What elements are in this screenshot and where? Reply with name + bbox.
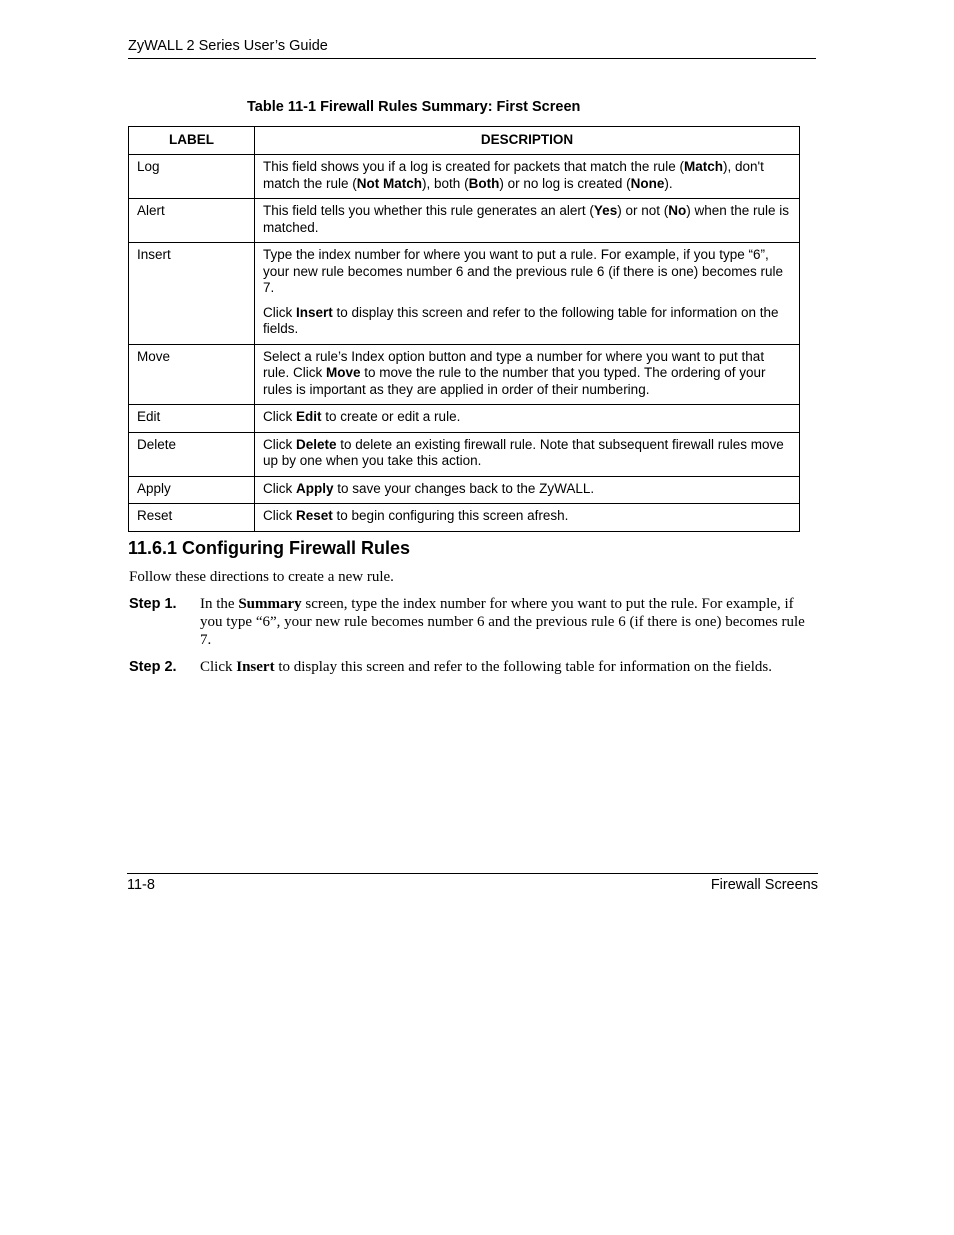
description-paragraph: Click Delete to delete an existing firewall rule. Note that subsequent firewall rules move up by one when you take this action. bbox=[263, 436, 784, 468]
row-label: Alert bbox=[129, 199, 255, 243]
row-label: Apply bbox=[129, 476, 255, 504]
row-description bbox=[255, 199, 800, 243]
description-paragraph: Click Insert to display this screen and refer to the following table for information on the fields. bbox=[263, 304, 779, 336]
bold-term: Insert bbox=[296, 304, 333, 320]
row-description bbox=[255, 405, 800, 433]
table-row bbox=[129, 243, 800, 345]
description-paragraph: Click Reset to begin configuring this screen afresh. bbox=[263, 508, 569, 523]
row-description bbox=[255, 432, 800, 476]
row-label: Delete bbox=[129, 432, 255, 476]
table-body bbox=[129, 155, 800, 532]
label-column-header: LABEL bbox=[129, 127, 255, 155]
bold-term: Insert bbox=[236, 659, 275, 675]
section-intro: Follow these directions to create a new rule. bbox=[129, 569, 394, 585]
bold-term: No bbox=[668, 203, 687, 218]
description-paragraph: Type the index number for where you want to put a rule. For example, if you type “6”, your new rule becomes number 6 and the previous rule 6 (if there is one) becomes rule 7. bbox=[263, 247, 784, 295]
step-text: Click Insert to display this screen and refer to the following table for information on the fields. bbox=[200, 659, 772, 675]
page-number: 11-8 bbox=[127, 877, 155, 893]
row-description bbox=[255, 243, 800, 345]
description-paragraph: Select a rule’s Index option button and type a number for where you want to put that rule. Click Move to move the rule to the number that you typed. The ordering of your rules is important as they are applied in order of their numbering. bbox=[263, 348, 766, 397]
table-row bbox=[129, 405, 800, 433]
bold-term: Not Match bbox=[356, 175, 423, 191]
row-label: Move bbox=[129, 344, 255, 405]
table-header-row bbox=[129, 127, 800, 155]
description-paragraph: This field tells you whether this rule generates an alert (Yes) or not (No) when the rule is matched. bbox=[263, 203, 790, 235]
bold-term: None bbox=[630, 175, 665, 191]
bold-term: Edit bbox=[296, 409, 322, 424]
step-label: Step 2. bbox=[129, 659, 177, 675]
bold-term: Move bbox=[326, 365, 361, 380]
table-row bbox=[129, 199, 800, 243]
table-row bbox=[129, 476, 800, 504]
row-description bbox=[255, 504, 800, 532]
row-label: Insert bbox=[129, 243, 255, 345]
description-paragraph: Click Edit to create or edit a rule. bbox=[263, 409, 461, 424]
bold-term: Reset bbox=[296, 508, 333, 523]
row-description bbox=[255, 476, 800, 504]
table-row bbox=[129, 432, 800, 476]
description-paragraph: Click Apply to save your changes back to the ZyWALL. bbox=[263, 480, 595, 496]
bold-term: Match bbox=[683, 159, 723, 174]
table-row bbox=[129, 155, 800, 199]
bold-term: Summary bbox=[238, 596, 302, 612]
step-2 bbox=[129, 658, 819, 676]
step-text: In the Summary screen, type the index number for where you want to put the rule. For example, if you type “6”, your new rule becomes number 6 and the previous rule 6 (if there is one) becomes rule 7. bbox=[200, 596, 805, 648]
table-row bbox=[129, 504, 800, 532]
row-description bbox=[255, 344, 800, 405]
row-label: Edit bbox=[129, 405, 255, 433]
step-1 bbox=[129, 595, 819, 649]
page-header bbox=[128, 37, 816, 59]
row-label: Log bbox=[129, 155, 255, 199]
bold-term: Apply bbox=[296, 480, 334, 496]
bold-term: Yes bbox=[593, 203, 618, 218]
bold-term: Both bbox=[468, 175, 500, 191]
page-footer bbox=[127, 873, 818, 894]
section-title: 11.6.1 Configuring Firewall Rules bbox=[128, 538, 411, 558]
description-column-header: DESCRIPTION bbox=[255, 127, 800, 155]
row-description bbox=[255, 155, 800, 199]
table-caption: Table 11-1 Firewall Rules Summary: First Screen bbox=[247, 99, 581, 115]
description-paragraph: This field shows you if a log is created for packets that match the rule (Match), don't match the rule (Not Match), both (Both) or no log is created (None). bbox=[263, 159, 764, 191]
step-label: Step 1. bbox=[129, 596, 177, 612]
row-label: Reset bbox=[129, 504, 255, 532]
bold-term: Delete bbox=[296, 436, 337, 452]
table-row bbox=[129, 344, 800, 405]
guide-title: ZyWALL 2 Series User’s Guide bbox=[128, 38, 328, 54]
chapter-name: Firewall Screens bbox=[710, 877, 818, 893]
firewall-rules-summary-table bbox=[128, 126, 800, 532]
